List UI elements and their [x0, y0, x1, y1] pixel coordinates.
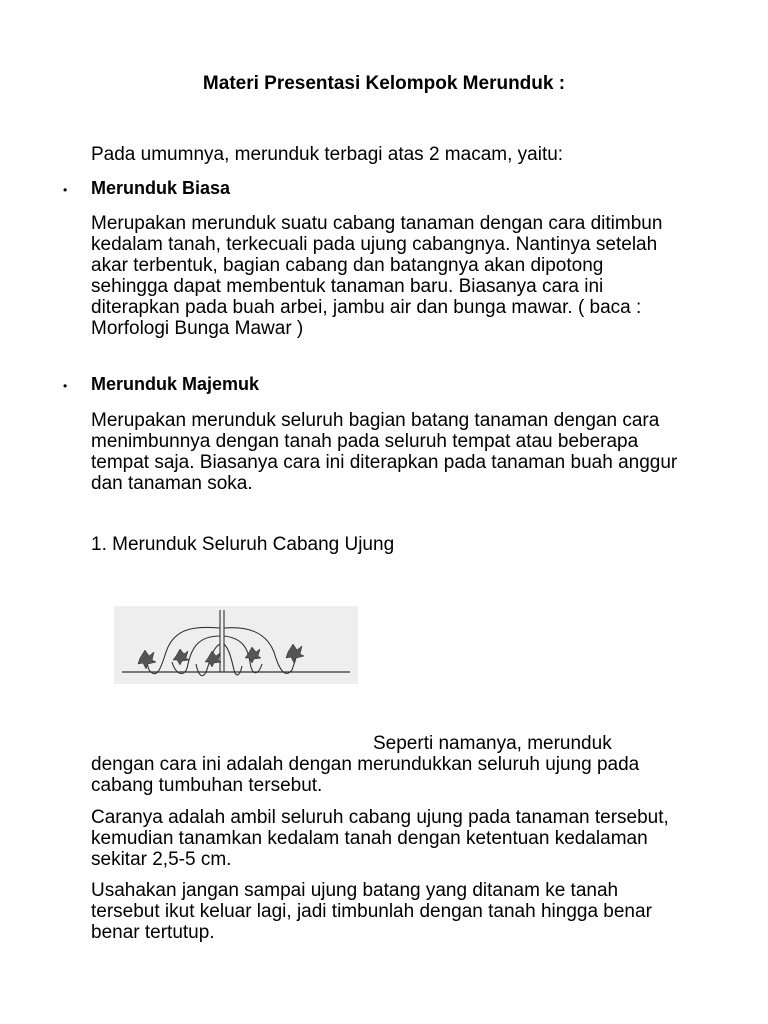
paragraph-seperti-namanya: dengan cara ini adalah dengan merundukkan seluruh ujung pada cabang tumbuhan tersebut.: [91, 754, 640, 796]
section-heading-merunduk-majemuk: Merunduk Majemuk: [91, 374, 260, 394]
section-heading-merunduk-biasa: Merunduk Biasa: [91, 178, 231, 198]
layering-illustration: [114, 606, 358, 684]
page-title: Materi Presentasi Kelompok Merunduk :: [202, 73, 566, 94]
bullet-dot-icon: •: [63, 379, 68, 393]
numbered-item: 1. Merunduk Seluruh Cabang Ujung: [91, 534, 395, 555]
intro-paragraph: Pada umumnya, merunduk terbagi atas 2 macam, yaitu:: [91, 144, 564, 165]
section-body-merunduk-majemuk: Merupakan merunduk seluruh bagian batang tanaman dengan cara menimbunnya dengan tanah pada seluruh tempat atau beberapa tempat saja. Biasanya cara ini diterapkan pada tanaman buah anggur dan tanaman soka.: [91, 410, 678, 494]
paragraph-lead: Seperti namanya, merunduk: [373, 733, 612, 754]
bullet-dot-icon: •: [63, 183, 68, 197]
paragraph-usahakan: Usahakan jangan sampai ujung batang yang ditanam ke tanah tersebut ikut keluar lagi, jadi timbunlah dengan tanah hingga benar benar tertutup.: [91, 880, 652, 943]
paragraph-caranya: Caranya adalah ambil seluruh cabang ujung pada tanaman tersebut, kemudian tanamkan kedalam tanah dengan ketentuan kedalaman sekitar 2,5-5 cm.: [91, 807, 669, 870]
section-body-merunduk-biasa: Merupakan merunduk suatu cabang tanaman dengan cara ditimbun kedalam tanah, terkecuali pada ujung cabangnya. Nantinya setelah akar terbentuk, bagian cabang dan batangnya akan dipotong sehingga dapat membentuk tanaman baru. Biasanya cara ini diterapkan pada buah arbei, jambu air dan bunga mawar. ( baca : Morfologi Bunga Mawar ): [91, 213, 663, 339]
